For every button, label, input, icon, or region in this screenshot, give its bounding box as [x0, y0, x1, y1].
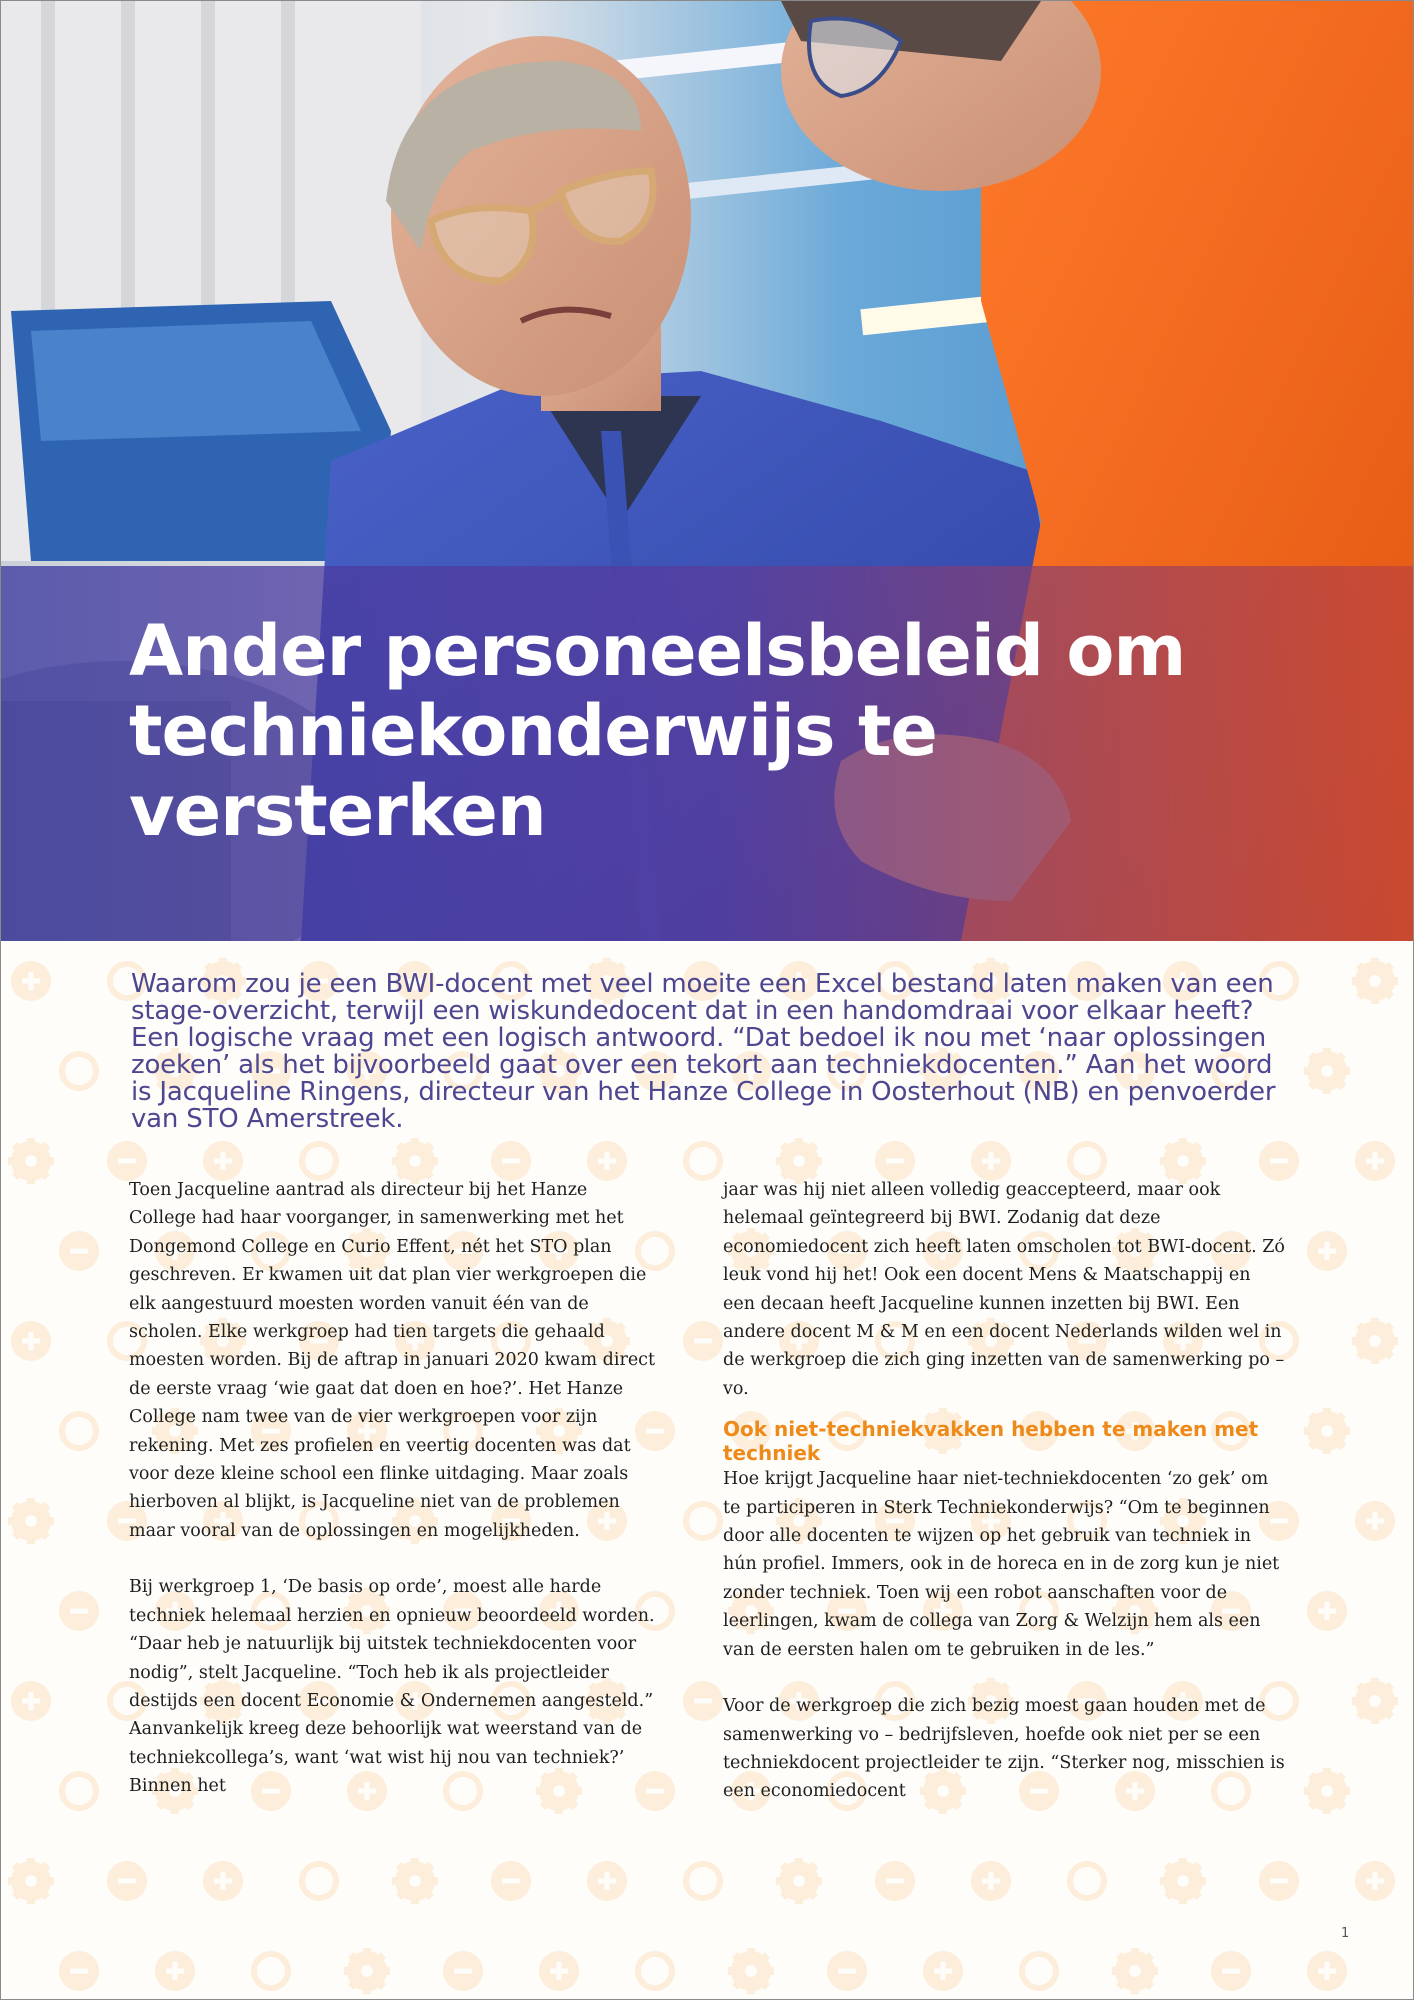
plus-icon	[1310, 1954, 1344, 1988]
plus-icon	[974, 1144, 1008, 1178]
body-paragraph: Bij werkgroep 1, ‘De basis op orde’, moest alle harde techniek helemaal herzien en opnieuw beoordeeld worden. “Daar heb je natuurlijk bij uitstek techniekdocenten voor nodig”, stelt Jacqueline. “Toch heb ik als projectleider destijds een docent Economie & Ondernemen aangesteld.” Aanvankelijk kreeg deze behoorlijk wat weerstand van de techniekcollega’s, want ‘wat wist hij nou van techniek?’ Binnen het	[129, 1577, 655, 1797]
circle-icon	[686, 1504, 720, 1538]
circle-icon	[62, 1414, 96, 1448]
plus-icon	[14, 964, 48, 998]
circle-icon	[1070, 1864, 1104, 1898]
gear-icon	[728, 1948, 774, 1994]
plus-icon	[206, 1144, 240, 1178]
body-paragraph: Voor de werkgroep die zich bezig moest gaan houden met de samenwerking vo – bedrijfsleven, hoefde ook niet per se een techniekdocent projectleider te zijn. “Sterker nog, misschien is een economiedocent	[723, 1696, 1285, 1802]
gear-icon	[776, 1858, 822, 1904]
plus-icon	[1358, 1864, 1392, 1898]
minus-icon	[494, 1864, 528, 1898]
plus-icon	[1310, 1234, 1344, 1268]
minus-icon	[446, 1954, 480, 1988]
circle-icon	[1022, 1954, 1056, 1988]
plus-icon	[206, 1864, 240, 1898]
plus-icon	[1358, 1504, 1392, 1538]
circle-icon	[62, 1774, 96, 1808]
minus-icon	[878, 1864, 912, 1898]
plus-icon	[1310, 1594, 1344, 1628]
plus-icon	[974, 1864, 1008, 1898]
left-column	[129, 1176, 659, 1829]
gear-icon	[8, 1498, 54, 1544]
minus-icon	[1262, 1864, 1296, 1898]
plus-icon	[1358, 1144, 1392, 1178]
circle-icon	[1070, 1144, 1104, 1178]
plus-icon	[926, 1954, 960, 1988]
circle-icon	[302, 1144, 336, 1178]
body-paragraph: jaar was hij niet alleen volledig geaccepteerd, maar ook helemaal geïntegreerd bij BWI. Zodanig dat deze economiedocent zich heeft laten omscholen tot BWI-docent. Zó leuk vond hij het! Ook een docent Mens & Maatschappij en een decaan heeft Jacqueline kunnen inzetten bij BWI. Een andere docent M & M en een docent Nederlands wilden wel in de werkgroep die zich ging inzetten van de samenwerking po – vo.	[723, 1180, 1285, 1399]
circle-icon	[62, 1054, 96, 1088]
gear-icon	[8, 1858, 54, 1904]
minus-icon	[1262, 1144, 1296, 1178]
plus-icon	[158, 1954, 192, 1988]
plus-icon	[14, 1684, 48, 1718]
right-column	[723, 1176, 1288, 1834]
gear-icon	[1304, 1768, 1350, 1814]
plus-icon	[590, 1864, 624, 1898]
gear-icon	[1352, 1678, 1398, 1724]
circle-icon	[686, 1864, 720, 1898]
gear-icon	[392, 1858, 438, 1904]
minus-icon	[110, 1864, 144, 1898]
plus-icon	[542, 1954, 576, 1988]
body-paragraph: Hoe krijgt Jacqueline haar niet-techniekdocenten ‘zo gek’ om te participeren in Sterk Techniekonderwijs? “Om te beginnen door alle docenten te wijzen op het gebruik van techniek in hún profiel. Immers, ook in de horeca en in de zorg kun je niet zonder techniek. Toen wij een robot aanschaften voor de leerlingen, kwam de collega van Zorg & Welzijn hem als een van de eersten halen om te gebruiken in de les.”	[723, 1469, 1280, 1660]
intro-paragraph: Waarom zou je een BWI-docent met veel moeite een Excel bestand laten maken van een stage-overzicht, terwijl een wiskundedocent dat in een handomdraai voor elkaar heeft? Een logische vraag met een logisch antwoord. “Dat bedoel ik nou met ‘naar oplossingen zoeken’ als het bijvoorbeeld gaat over een tekort aan techniekdocenten.” Aan het woord is Jacqueline Ringens, directeur van het Hanze College in Oosterhout (NB) en penvoerder van STO Amerstreek.	[131, 969, 1276, 1134]
minus-icon	[686, 1684, 720, 1718]
minus-icon	[830, 1954, 864, 1988]
minus-icon	[62, 1594, 96, 1628]
minus-icon	[62, 1954, 96, 1988]
circle-icon	[302, 1864, 336, 1898]
circle-icon	[254, 1954, 288, 1988]
gear-icon	[1352, 1318, 1398, 1364]
gear-icon	[1160, 1858, 1206, 1904]
plus-icon	[14, 1324, 48, 1358]
minus-icon	[62, 1234, 96, 1268]
gear-icon	[1304, 1048, 1350, 1094]
body-paragraph: Toen Jacqueline aantrad als directeur bij het Hanze College had haar voorganger, in samenwerking met het Dongemond College en Curio Effent, nét het STO plan geschreven. Er kwamen uit dat plan vier werkgroepen die elk aangestuurd moesten worden vanuit één van de scholen. Elke werkgroep had tien targets die gehaald moesten worden. Bij de aftrap in januari 2020 kwam direct de eerste vraag ‘wie gaat dat doen en hoe?’. Het Hanze College nam twee van de vier werkgroepen voor zijn rekening. Met zes profielen en veertig docenten was dat voor deze kleine school een flinke uitdaging. Maar zoals hierboven al blijkt, is Jacqueline niet van de problemen maar vooral van de oplossingen en mogelijkheden.	[129, 1180, 656, 1541]
minus-icon	[494, 1144, 528, 1178]
page-number: 1	[1341, 1926, 1350, 1941]
circle-icon	[686, 1144, 720, 1178]
gear-icon	[1112, 1948, 1158, 1994]
minus-icon	[1214, 1954, 1248, 1988]
gear-icon	[1352, 958, 1398, 1004]
gear-icon	[344, 1948, 390, 1994]
minus-icon	[878, 1144, 912, 1178]
plus-icon	[590, 1144, 624, 1178]
article-title: Ander personeelsbeleid om techniekonderwijs te versterken	[129, 610, 1186, 852]
circle-icon	[638, 1954, 672, 1988]
minus-icon	[686, 1324, 720, 1358]
minus-icon	[110, 1144, 144, 1178]
section-subheading: Ook niet-techniekvakken hebben te maken met techniek	[723, 1417, 1259, 1466]
gear-icon	[1304, 1408, 1350, 1454]
gear-icon	[8, 1138, 54, 1184]
